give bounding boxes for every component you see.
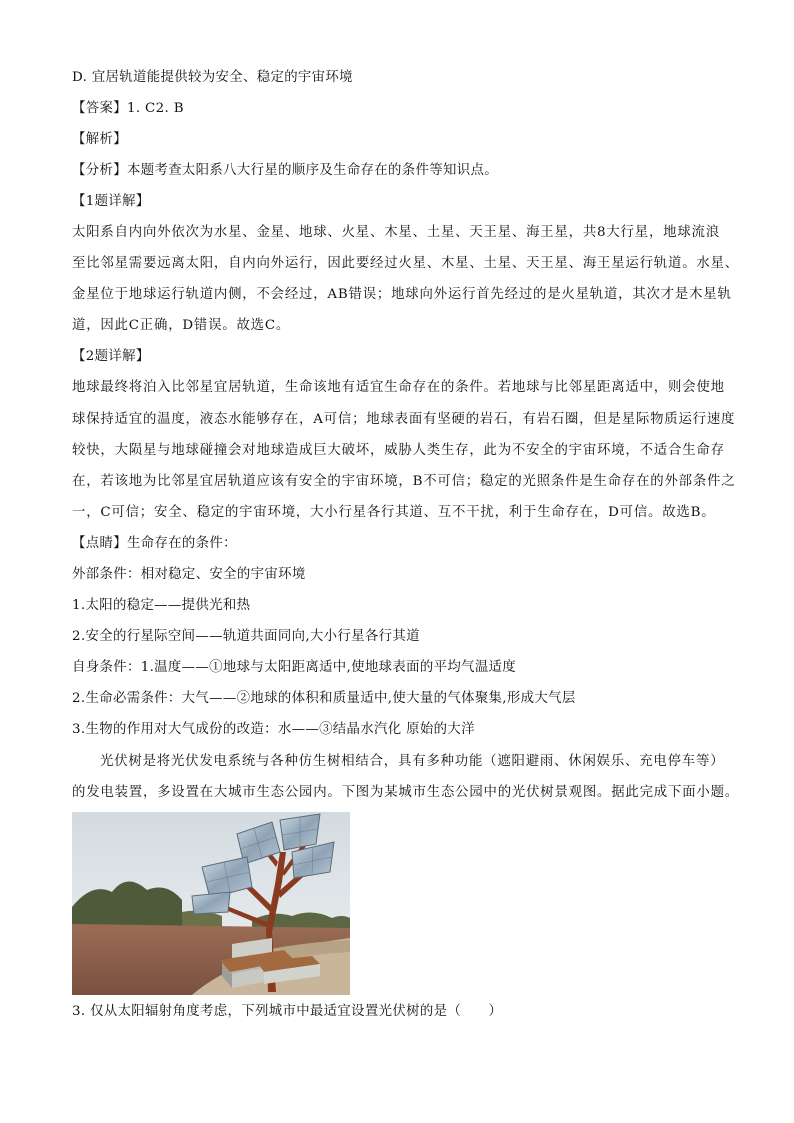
external-conditions: 外部条件：相对稳定、安全的宇宙环境 <box>72 567 306 582</box>
intro-line-1: 光伏树是将光伏发电系统与各种仿生树相结合，具有多种功能（遮阳避雨、休闲娱乐、充电停车等） <box>100 754 725 769</box>
self-conditions-2: 2.生命必需条件：大气——②地球的体积和质量适中,使大量的气体聚集,形成大气层 <box>72 691 576 706</box>
answer-line <box>72 99 732 119</box>
q2-line-2: 球保持适宜的温度，液态水能够存在，A可信；地球表面有坚硬的岩石，有岩石圈，但是星际物质运行速度 <box>72 412 736 427</box>
fenxi-tag: 【分析】 <box>72 163 127 178</box>
q1-heading: 【1题详解】 <box>72 194 150 209</box>
q2-line-3: 较快，大陨星与地球碰撞会对地球造成巨大破坏，威胁人类生存，此为不安全的宇宙环境，不适合生命存 <box>72 443 725 458</box>
dianjing-text: 生命存在的条件： <box>126 536 237 551</box>
photovoltaic-tree-photo <box>72 812 350 995</box>
external-item-2: 2.安全的行星际空间——轨道共面同向,大小行星各行其道 <box>72 629 420 644</box>
intro-line-2: 的发电装置，多设置在大城市生态公园内。下图为某城市生态公园中的光伏树景观图。据此完成下面小题。 <box>72 785 739 800</box>
q1-line-2: 至比邻星需要远离太阳，自内向外运行，因此要经过火星、木星、土星、天王星、海王星运行轨道。水星、 <box>72 256 739 271</box>
q2-heading: 【2题详解】 <box>72 349 150 364</box>
fenxi-line <box>72 161 732 181</box>
answer-tag: 【答案】 <box>72 101 127 116</box>
self-conditions-1: 自身条件：1.温度——①地球与太阳距离适中,使地球表面的平均气温适度 <box>72 660 517 675</box>
dianjing-tag: 【点睛】 <box>72 536 127 551</box>
answer-text: 1. C2. B <box>126 101 184 116</box>
q1-line-1: 太阳系自内向外依次为水星、金星、地球、火星、木星、土星、天王星、海王星，共8大行星，地球流浪 <box>72 225 720 240</box>
q2-line-1: 地球最终将泊入比邻星宜居轨道，生命该地有适宜生命存在的条件。若地球与比邻星距离适中，则会使地 <box>72 380 725 395</box>
self-conditions-3: 3.生物的作用对大气成份的改造：水——③结晶水汽化 原始的大洋 <box>72 722 475 737</box>
q2-line-4: 在，若该地为比邻星宜居轨道应该有安全的宇宙环境，B不可信；稳定的光照条件是生命存在的外部条件之 <box>72 474 736 489</box>
q1-line-3: 金星位于地球运行轨道内侧，不会经过，AB错误；地球向外运行首先经过的是火星轨道，其次才是木星轨 <box>72 287 732 302</box>
option-d: D. 宜居轨道能提供较为安全、稳定的宇宙环境 <box>72 70 353 85</box>
dianjing-line <box>72 534 732 554</box>
q1-line-4: 道，因此C正确，D错误。故选C。 <box>72 318 291 333</box>
q2-line-5: 一，C可信；安全、稳定的宇宙环境，大小行星各行其道、互不干扰，利于生命存在，D可信。故选B。 <box>72 505 716 520</box>
question-3: 3. 仅从太阳辐射角度考虑，下列城市中最适宜设置光伏树的是（ ） <box>72 1004 503 1019</box>
fenxi-text: 本题考查太阳系八大行星的顺序及生命存在的条件等知识点。 <box>126 163 498 178</box>
analysis-tag: 【解析】 <box>72 132 127 147</box>
external-item-1: 1.太阳的稳定——提供光和热 <box>72 598 251 613</box>
